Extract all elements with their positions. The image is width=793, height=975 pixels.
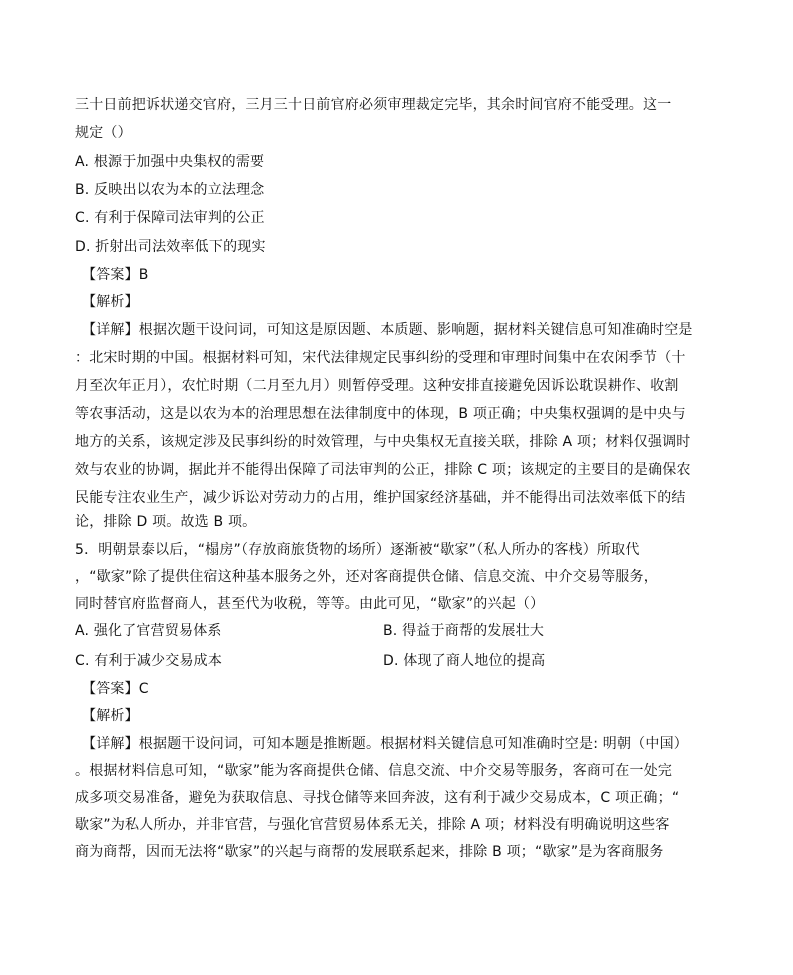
q4-detail-line: 论，排除 D 项。故选 B 项。 (75, 514, 257, 530)
q4-detail-line: ：北宋时期的中国。根据材料可知，宋代法律规定民事纠纷的受理和审理时间集中在农闲季节（十 (75, 350, 686, 366)
q4-analysis-heading: 【解析】 (82, 294, 139, 310)
q4-stem-line-2: 规定（） (75, 125, 132, 141)
q5-detail-line: 成多项交易准备，避免为获取信息、寻找仓储等来回奔波，这有利于减少交易成本，C 项正确；“ (75, 790, 680, 806)
q4-option-d: D. 折射出司法效率低下的现实 (75, 239, 266, 255)
q5-option-d: D. 体现了商人地位的提高 (383, 653, 546, 669)
q5-analysis-heading: 【解析】 (82, 708, 139, 724)
q4-detail-line: 【详解】根据次题干设问词，可知这是原因题、本质题、影响题，据材料关键信息可知准确时空是 (82, 322, 693, 338)
q5-detail-line: 【详解】根据题干设问词，可知本题是推断题。根据材料关键信息可知准确时空是: 明朝（中国） (82, 736, 688, 752)
q4-detail-line: 效与农业的协调，据此并不能得出保障了司法审判的公正，排除 C 项；该规定的主要目的是确保农 (75, 462, 691, 478)
q4-detail-line: 民能专注农业生产，减少诉讼对劳动力的占用，维护国家经济基础，并不能得出司法效率低下的结 (75, 490, 686, 506)
q5-option-a: A. 强化了官营贸易体系 (75, 623, 222, 639)
q5-option-b: B. 得益于商帮的发展壮大 (383, 623, 545, 639)
q5-stem-line: 5．明朝景泰以后，“榻房”（存放商旅货物的场所）逐渐被“歇家”（私人所办的客栈）所取代 (75, 542, 640, 558)
q5-answer: 【答案】C (82, 681, 149, 697)
q5-stem-line: ，“歇家”除了提供住宿这种基本服务之外，还对客商提供仓储、信息交流、中介交易等服务， (75, 569, 658, 585)
q5-detail-line: 。根据材料信息可知，“歇家”能为客商提供仓储、信息交流、中介交易等服务，客商可在一处完 (75, 763, 673, 779)
q4-detail-line: 月至次年正月），农忙时期（二月至九月）则暂停受理。这种安排直接避免因诉讼耽误耕作、收割 (75, 378, 679, 394)
q5-detail-line: 歇家”为私人所办，并非官营，与强化官营贸易体系无关，排除 A 项；材料没有明确说明这些客 (75, 817, 670, 833)
q4-option-c: C. 有利于保障司法审判的公正 (75, 210, 265, 226)
q5-detail-line: 商为商帮，因而无法将“歇家”的兴起与商帮的发展联系起来，排除 B 项；“歇家”是为客商服务 (75, 844, 664, 860)
q4-option-a: A. 根源于加强中央集权的需要 (75, 154, 265, 170)
q5-option-c: C. 有利于减少交易成本 (75, 653, 223, 669)
q5-stem-line: 同时替官府监督商人，甚至代为收税，等等。由此可见，“歇家”的兴起（） (75, 596, 545, 612)
q4-option-b: B. 反映出以农为本的立法理念 (75, 182, 265, 198)
q4-detail-line: 等农事活动，这是以农为本的治理思想在法律制度中的体现，B 项正确；中央集权强调的是中央与 (75, 406, 686, 422)
q4-detail-line: 地方的关系，该规定涉及民事纠纷的时效管理，与中央集权无直接关联，排除 A 项；材料仅强调时 (75, 434, 691, 450)
q4-stem-line-1: 三十日前把诉状递交官府，三月三十日前官府必须审理裁定完毕，其余时间官府不能受理。这一 (75, 97, 672, 113)
q4-answer: 【答案】B (82, 267, 149, 283)
